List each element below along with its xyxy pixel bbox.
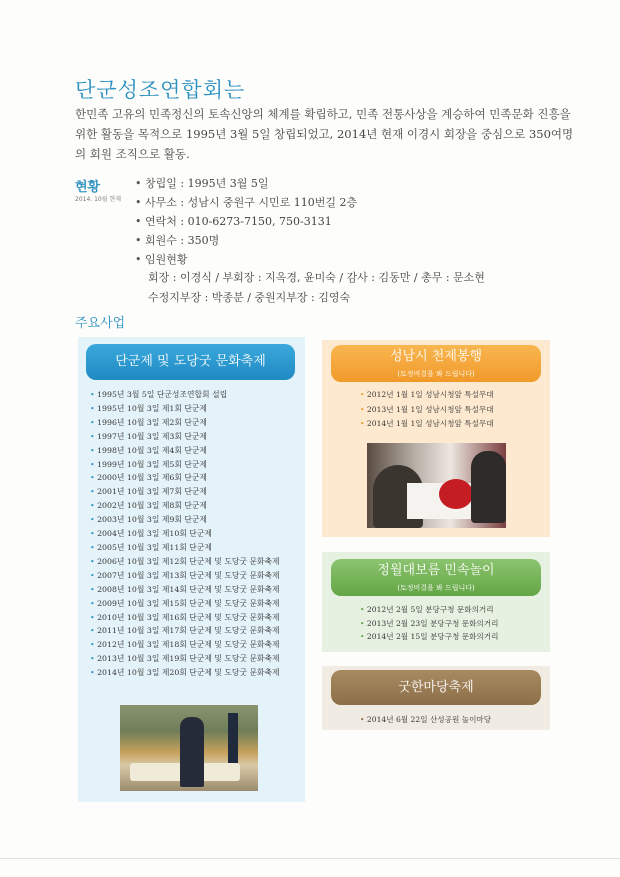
page-title: 단군성조연합회는	[75, 78, 246, 102]
list-item: • 2014년 6월 22일 산성공원 놀이마당	[360, 713, 491, 726]
folk-title-text: 정월대보름 민속놀이	[377, 563, 495, 578]
ritual-subtitle: (토정비결을 봐 드립니다)	[397, 370, 475, 378]
list-item: • 2014년 2월 15일 분당구청 문화의거리	[360, 630, 498, 644]
ritual-title	[331, 345, 541, 382]
list-item: • 2007년 10월 3일 제13회 단군제 및 도당굿 문화축제	[90, 569, 280, 583]
status-item-members: • 회원수 : 350명	[135, 231, 357, 250]
ritual-title-text: 성남시 천제봉행	[389, 349, 483, 364]
festival-list	[90, 388, 280, 680]
list-item: • 1995년 10월 3일 제1회 단군제	[90, 402, 280, 416]
officers-line-1: 회장 : 이경식 / 부회장 : 지옥경, 윤미숙 / 감사 : 김동만 / 총무 : 문소현	[148, 271, 485, 284]
gut-title	[331, 670, 541, 705]
list-item: • 2012년 2월 5일 분당구청 문화의거리	[360, 603, 498, 617]
ritual-photo	[367, 443, 506, 528]
list-item: • 2014년 1월 1일 성남시청앞 특설무대	[360, 417, 494, 432]
list-item: • 2013년 2월 23일 분당구청 문화의거리	[360, 617, 498, 631]
list-item: • 2013년 10월 3일 제19회 단군제 및 도당굿 문화축제	[90, 652, 280, 666]
red-flowers	[439, 479, 473, 509]
page-divider	[0, 858, 620, 859]
status-item-contact: • 연락처 : 010-6273-7150, 750-3131	[135, 212, 357, 231]
status-list	[135, 174, 357, 269]
list-item: • 2008년 10월 3일 제14회 단군제 및 도당굿 문화축제	[90, 583, 280, 597]
folk-title	[331, 559, 541, 596]
list-item: • 1996년 10월 3일 제2회 단군제	[90, 416, 280, 430]
officers-line-2: 수정지부장 : 박종분 / 중원지부장 : 김영숙	[148, 291, 351, 304]
woman-figure	[471, 451, 506, 523]
festival-title-text: 단군제 및 도당굿 문화축제	[115, 354, 266, 369]
list-item: • 2001년 10월 3일 제7회 단군제	[90, 485, 280, 499]
list-item: • 2014년 10월 3일 제20회 단군제 및 도당굿 문화축제	[90, 666, 280, 680]
status-date: 2014. 10월 현재	[75, 196, 122, 203]
list-item: • 2012년 10월 3일 제18회 단군제 및 도당굿 문화축제	[90, 638, 280, 652]
list-item: • 2006년 10월 3일 제12회 단군제 및 도당굿 문화축제	[90, 555, 280, 569]
list-item: • 2003년 10월 3일 제9회 단군제	[90, 513, 280, 527]
list-item: • 2002년 10월 3일 제8회 단군제	[90, 499, 280, 513]
status-item-officers: • 임원현황	[135, 250, 357, 269]
officers	[148, 268, 485, 308]
performer-figure	[180, 717, 204, 787]
status-item-office: • 사무소 : 성남시 중원구 시민로 110번길 2층	[135, 193, 357, 212]
list-item: • 2012년 1월 1일 성남시청앞 특설무대	[360, 388, 494, 403]
list-item: • 2009년 10월 3일 제15회 단군제 및 도당굿 문화축제	[90, 597, 280, 611]
list-item: • 2005년 10월 3일 제11회 단군제	[90, 541, 280, 555]
intro-paragraph: 한민족 고유의 민족정신의 토속신앙의 체계를 확립하고, 민족 전통사상을 계승하여 민족문화 진흥을 위한 활동을 목적으로 1995년 3월 5일 창립되었고, 2014년 현재 이경시 회장을 중심으로 350여명의 회원 조직으로 활동.	[75, 107, 574, 161]
list-item: • 2004년 10월 3일 제10회 단군제	[90, 527, 280, 541]
gut-title-text: 굿한마당축제	[398, 680, 474, 695]
festival-title	[86, 344, 295, 380]
list-item: • 2010년 10월 3일 제16회 단군제 및 도당굿 문화축제	[90, 611, 280, 625]
festival-photo	[120, 705, 258, 791]
list-item: • 2011년 10월 3일 제17회 단군제 및 도당굿 문화축제	[90, 624, 280, 638]
status-item-founded: • 창립일 : 1995년 3월 5일	[135, 174, 357, 193]
gut-list	[360, 713, 491, 726]
folk-list	[360, 603, 498, 644]
list-item: • 2000년 10월 3일 제6회 단군제	[90, 471, 280, 485]
list-item: • 1995년 3월 5일 단군성조연합회 설립	[90, 388, 280, 402]
status-label: 현황	[75, 180, 101, 195]
list-item: • 1998년 10월 3일 제4회 단군제	[90, 444, 280, 458]
list-item: • 1997년 10월 3일 제3회 단군제	[90, 430, 280, 444]
folk-subtitle: (토정비결을 봐 드립니다)	[397, 584, 475, 592]
ritual-list	[360, 388, 494, 432]
list-item: • 1999년 10월 3일 제5회 단군제	[90, 458, 280, 472]
section-title: 주요사업	[75, 316, 126, 331]
list-item: • 2013년 1월 1일 성남시청앞 특설무대	[360, 403, 494, 418]
